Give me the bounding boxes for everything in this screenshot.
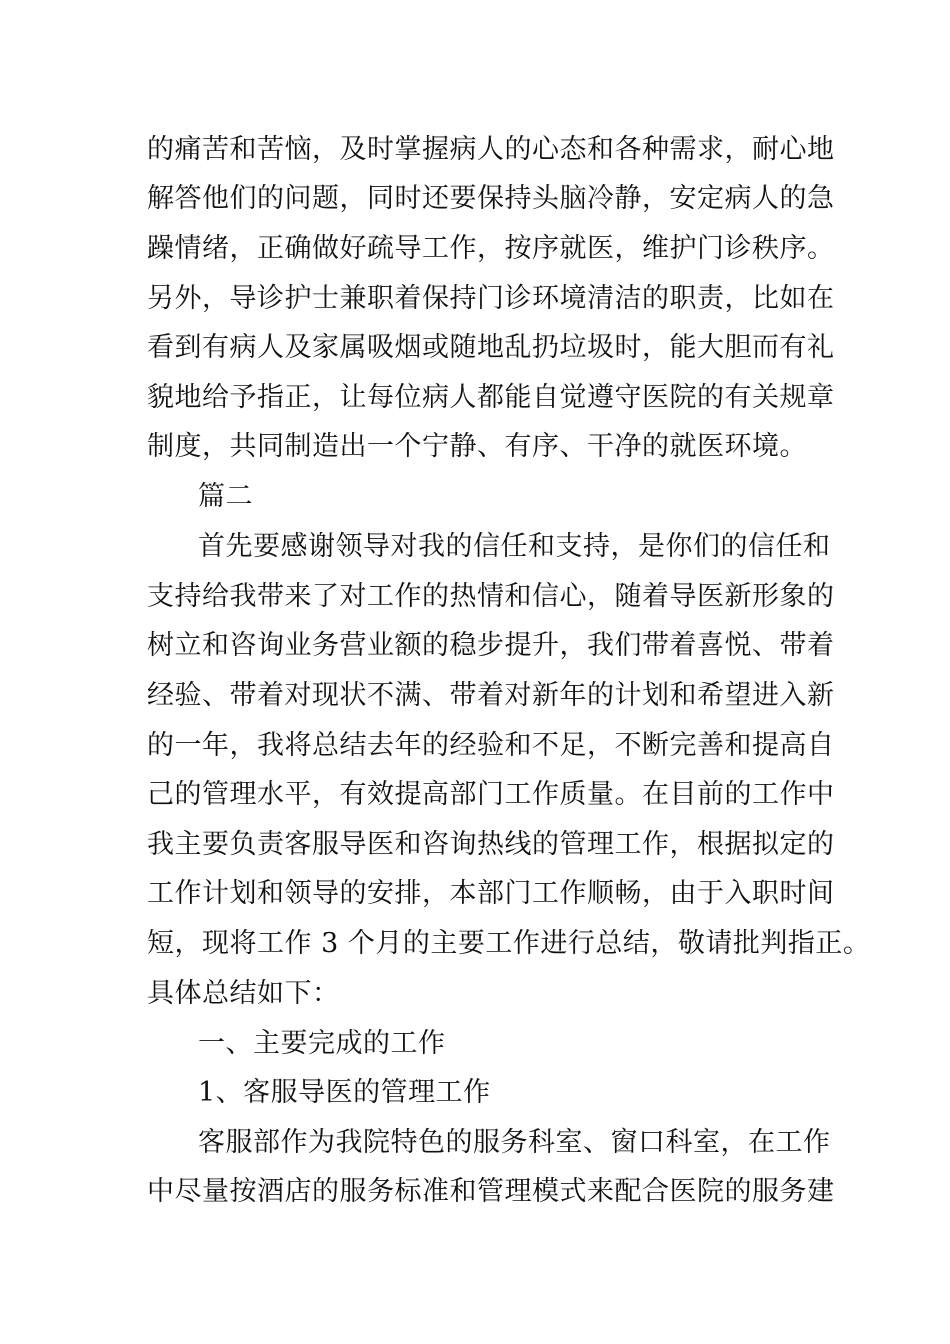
paragraph-line: 己的管理水平，有效提高部门工作质量。在目前的工作中 [147, 779, 835, 810]
paragraph-line: 的一年，我将总结去年的经验和不足，不断完善和提高自 [147, 730, 835, 761]
paragraph-line: 我主要负责客服导医和咨询热线的管理工作，根据拟定的 [147, 829, 835, 860]
paragraph-line: 支持给我带来了对工作的热情和信心，随着导医新形象的 [147, 581, 835, 612]
paragraph-line: 具体总结如下： [147, 978, 340, 1009]
paragraph-line: 首先要感谢领导对我的信任和支持，是你们的信任和 [198, 531, 831, 562]
paragraph-line: 客服部作为我院特色的服务科室、窗口科室，在工作 [198, 1127, 831, 1158]
paragraph-line: 工作计划和领导的安排，本部门工作顺畅，由于入职时间 [147, 878, 835, 909]
paragraph-line: 另外，导诊护士兼职着保持门诊环境清洁的职责，比如在 [147, 283, 835, 314]
paragraph-line: 中尽量按酒店的服务标准和管理模式来配合医院的服务建 [147, 1176, 835, 1207]
paragraph-line: 解答他们的问题，同时还要保持头脑冷静，安定病人的急 [147, 183, 835, 214]
paragraph-line: 貌地给予指正，让每位病人都能自觉遵守医院的有关规章 [147, 382, 835, 413]
section-heading: 篇二 [198, 481, 253, 512]
paragraph-line: 短，现将工作 3 个月的主要工作进行总结，敬请批判指正。 [147, 928, 871, 959]
subheading-line: 1、客服导医的管理工作 [198, 1077, 491, 1108]
paragraph-line: 躁情绪，正确做好疏导工作，按序就医，维护门诊秩序。 [147, 233, 835, 264]
paragraph-line: 经验、带着对现状不满、带着对新年的计划和希望进入新 [147, 680, 835, 711]
paragraph-line: 的痛苦和苦恼，及时掌握病人的心态和各种需求，耐心地 [147, 134, 835, 165]
paragraph-line: 制度，共同制造出一个宁静、有序、干净的就医环境。 [147, 431, 807, 462]
paragraph-line: 树立和咨询业务营业额的稳步提升，我们带着喜悦、带着 [147, 630, 835, 661]
paragraph-line: 看到有病人及家属吸烟或随地乱扔垃圾时，能大胆而有礼 [147, 332, 835, 363]
subheading-line: 一、主要完成的工作 [198, 1028, 446, 1059]
